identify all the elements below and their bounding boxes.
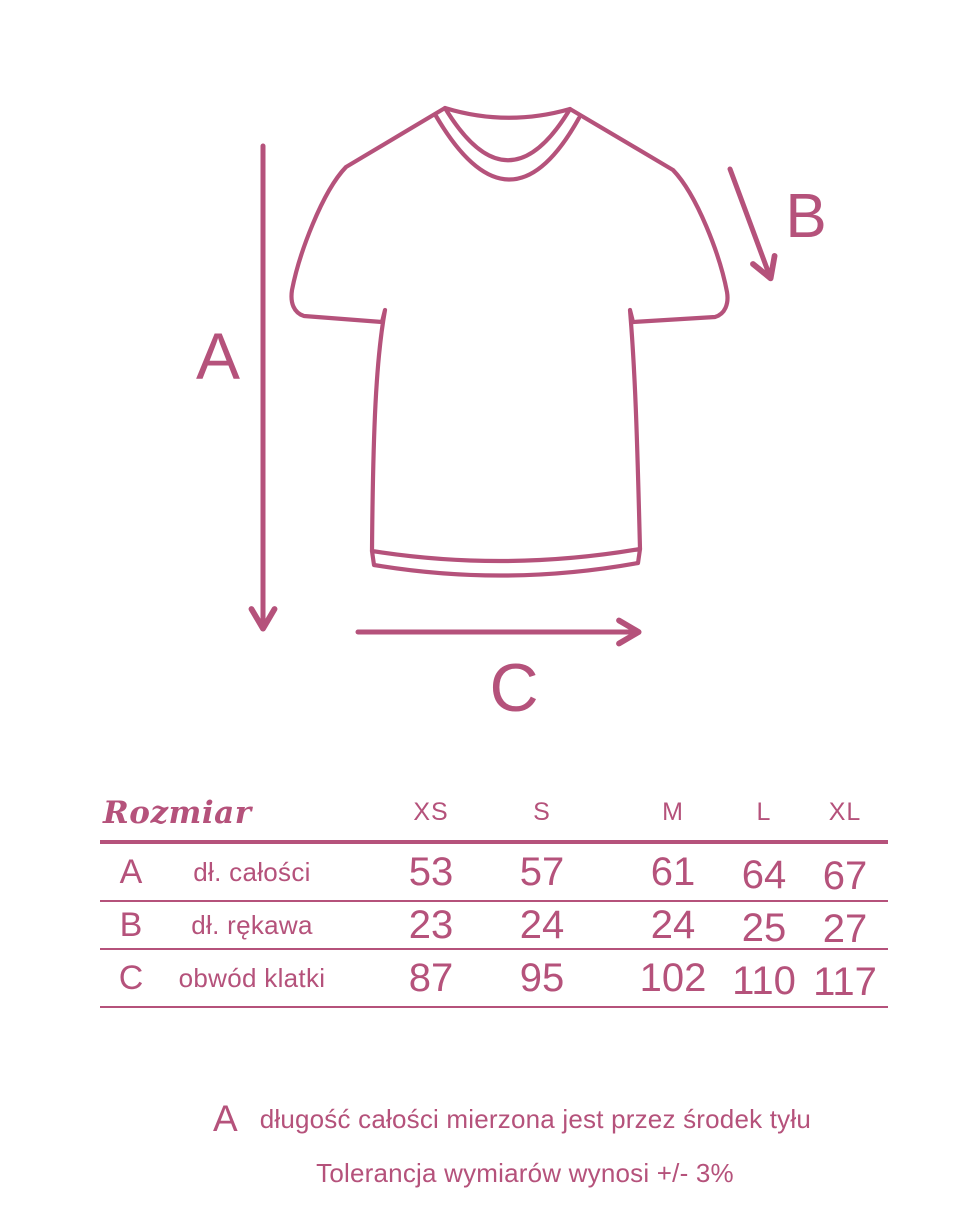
value-cell: 102	[639, 956, 707, 1000]
table-row-b	[100, 902, 888, 950]
size-header-m: M	[662, 798, 684, 826]
table-header-row	[100, 785, 888, 844]
diagram-label-b: B	[785, 182, 827, 251]
value-cell: 23	[408, 903, 454, 947]
value-cell: 67	[822, 854, 868, 898]
value-cell: 24	[650, 903, 696, 947]
note-a-text: długość całości mierzona jest przez środek tyłu	[259, 1103, 811, 1134]
row-key: A	[119, 852, 143, 891]
note-a	[46, 1098, 978, 1140]
value-cell: 57	[519, 850, 565, 894]
row-key: C	[118, 958, 144, 997]
value-cell: 27	[822, 907, 868, 951]
size-header-l: L	[756, 798, 772, 826]
value-cell: 87	[408, 956, 454, 1000]
size-header-xl: XL	[828, 798, 862, 826]
value-cell: 95	[519, 956, 565, 1000]
row-key: B	[119, 905, 143, 944]
value-cell: 25	[741, 906, 787, 950]
value-cell: 117	[813, 960, 877, 1004]
row-name: obwód klatki	[178, 962, 326, 993]
table-row-c	[100, 950, 888, 1008]
value-cell: 24	[519, 903, 565, 947]
table-row-a	[100, 844, 888, 902]
row-name: dł. rękawa	[191, 909, 313, 940]
tshirt-icon	[292, 108, 728, 576]
diagram-label-c: C	[489, 650, 539, 726]
diagram-label-a: A	[195, 319, 241, 393]
note-tolerance: Tolerancja wymiarów wynosi +/- 3%	[316, 1158, 734, 1188]
size-table	[100, 785, 888, 1008]
row-name: dł. całości	[193, 856, 311, 887]
size-header-xs: XS	[413, 798, 449, 826]
value-cell: 110	[732, 959, 796, 1003]
size-header-s: S	[533, 798, 551, 826]
value-cell: 64	[741, 853, 787, 897]
table-title: Rozmiar	[103, 794, 252, 831]
value-cell: 53	[408, 850, 454, 894]
note-a-key: A	[213, 1098, 238, 1139]
value-cell: 61	[650, 850, 696, 894]
tshirt-body-outline	[292, 108, 728, 561]
arrow-b-icon	[730, 169, 769, 274]
